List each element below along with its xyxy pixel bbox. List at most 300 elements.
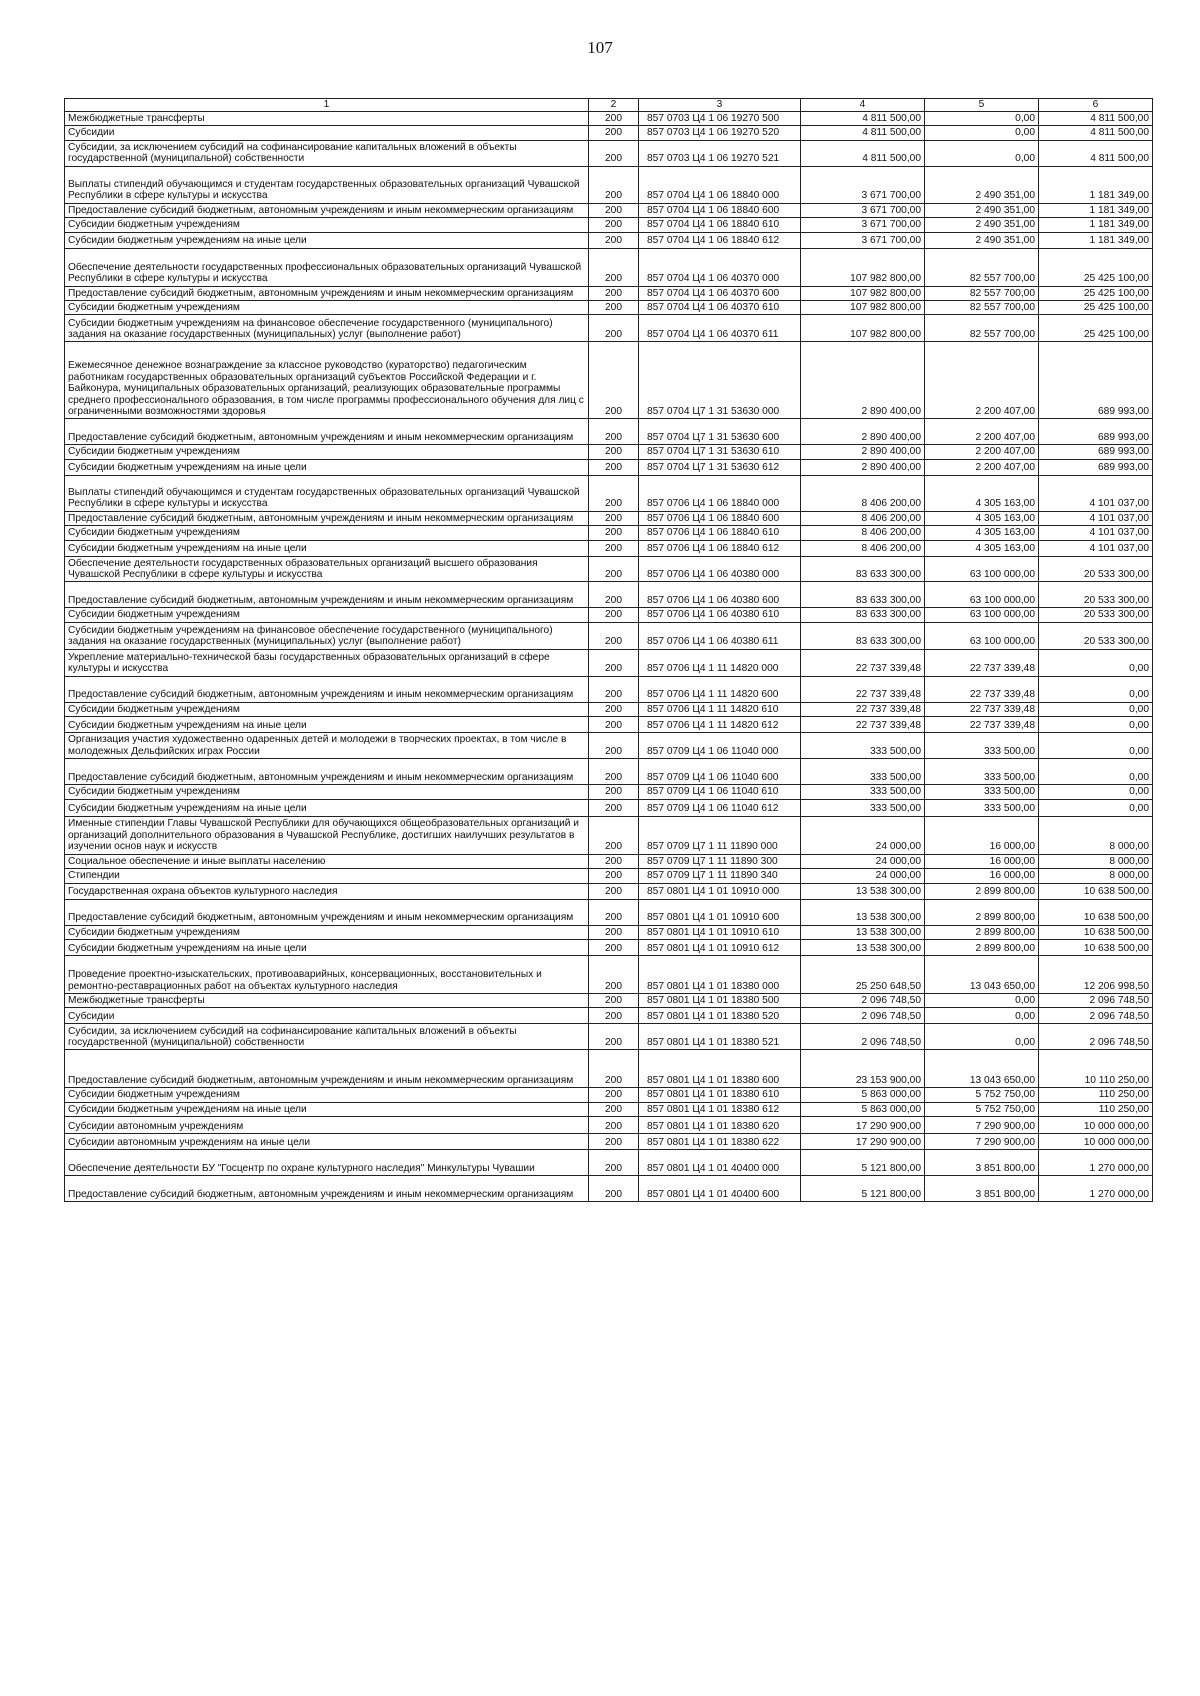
row-name: Межбюджетные трансферты: [65, 112, 589, 126]
row-amount-col6: 689 993,00: [1039, 459, 1153, 475]
row-kbk: 857 0706 Ц4 1 11 14820 000: [639, 649, 801, 676]
row-kbk: 857 0706 Ц4 1 06 40380 600: [639, 582, 801, 608]
row-amount-col5: 16 000,00: [925, 869, 1039, 883]
table-row: [65, 526, 1153, 540]
row-kbk: 857 0706 Ц4 1 11 14820 600: [639, 676, 801, 702]
row-amount-col5: 4 305 163,00: [925, 511, 1039, 525]
row-code: 200: [589, 286, 639, 300]
row-code: 200: [589, 166, 639, 203]
row-kbk: 857 0706 Ц4 1 06 40380 610: [639, 608, 801, 622]
row-amount-col6: 110 250,00: [1039, 1088, 1153, 1102]
row-name: Субсидии бюджетным учреждениям на финансовое обеспечение государственного (муниципального) задания на оказание государственных (муниципальных) услуг (выполнение работ): [65, 622, 589, 649]
table-row: [65, 300, 1153, 314]
row-kbk: 857 0704 Ц4 1 06 18840 000: [639, 166, 801, 203]
row-code: 200: [589, 702, 639, 716]
row-code: 200: [589, 315, 639, 342]
row-kbk: 857 0704 Ц4 1 06 40370 610: [639, 300, 801, 314]
row-amount-col4: 25 250 648,50: [801, 956, 925, 994]
row-amount-col4: 24 000,00: [801, 854, 925, 868]
table-row: [65, 622, 1153, 649]
row-amount-col5: 16 000,00: [925, 816, 1039, 854]
row-kbk: 857 0801 Ц4 1 01 18380 520: [639, 1008, 801, 1024]
row-amount-col4: 2 096 748,50: [801, 1024, 925, 1050]
row-kbk: 857 0704 Ц4 1 06 18840 612: [639, 232, 801, 248]
table-row: [65, 582, 1153, 608]
row-kbk: 857 0801 Ц4 1 01 10910 610: [639, 925, 801, 939]
table-row: [65, 1008, 1153, 1024]
table-row: [65, 1150, 1153, 1176]
row-amount-col4: 5 121 800,00: [801, 1150, 925, 1176]
row-name: Организация участия художественно одаренных детей и молодежи в творческих проектах, в том числе в молодежных Дельфийских играх России: [65, 733, 589, 759]
row-name: Субсидии бюджетным учреждениям: [65, 702, 589, 716]
row-code: 200: [589, 112, 639, 126]
row-amount-col5: 63 100 000,00: [925, 608, 1039, 622]
row-name: Субсидии бюджетным учреждениям на иные цели: [65, 799, 589, 816]
row-name: Субсидии автономным учреждениям: [65, 1117, 589, 1134]
row-amount-col5: 0,00: [925, 994, 1039, 1008]
row-kbk: 857 0801 Ц4 1 01 18380 622: [639, 1134, 801, 1150]
row-code: 200: [589, 799, 639, 816]
table-row: [65, 166, 1153, 203]
row-amount-col6: 10 110 250,00: [1039, 1050, 1153, 1088]
row-code: 200: [589, 140, 639, 166]
row-kbk: 857 0709 Ц4 1 06 11040 610: [639, 785, 801, 799]
header-col-3: 3: [639, 99, 801, 112]
row-name: Межбюджетные трансферты: [65, 994, 589, 1008]
row-amount-col4: 23 153 900,00: [801, 1050, 925, 1088]
row-name: Субсидии: [65, 1008, 589, 1024]
row-amount-col6: 689 993,00: [1039, 419, 1153, 445]
row-amount-col6: 12 206 998,50: [1039, 956, 1153, 994]
row-amount-col5: 13 043 650,00: [925, 1050, 1039, 1088]
table-row: [65, 315, 1153, 342]
row-amount-col5: 4 305 163,00: [925, 540, 1039, 556]
row-amount-col4: 24 000,00: [801, 816, 925, 854]
row-name: Обеспечение деятельности государственных образовательных организаций высшего образования Чувашской Республики в сфере культуры и искусства: [65, 556, 589, 582]
row-kbk: 857 0801 Ц4 1 01 10910 612: [639, 940, 801, 956]
table-row: [65, 419, 1153, 445]
row-amount-col5: 2 899 800,00: [925, 883, 1039, 899]
row-amount-col4: 2 890 400,00: [801, 419, 925, 445]
row-name: Субсидии бюджетным учреждениям: [65, 445, 589, 459]
table-row: [65, 1088, 1153, 1102]
row-amount-col5: 2 490 351,00: [925, 203, 1039, 217]
row-code: 200: [589, 854, 639, 868]
row-amount-col4: 4 811 500,00: [801, 140, 925, 166]
row-amount-col6: 10 638 500,00: [1039, 940, 1153, 956]
row-amount-col4: 333 500,00: [801, 759, 925, 785]
row-amount-col6: 4 101 037,00: [1039, 526, 1153, 540]
row-code: 200: [589, 232, 639, 248]
table-row: [65, 883, 1153, 899]
row-amount-col4: 3 671 700,00: [801, 218, 925, 232]
row-name: Субсидии бюджетным учреждениям: [65, 1088, 589, 1102]
table-row: [65, 1176, 1153, 1202]
row-amount-col4: 107 982 800,00: [801, 248, 925, 286]
row-amount-col4: 107 982 800,00: [801, 315, 925, 342]
row-amount-col5: 2 490 351,00: [925, 166, 1039, 203]
row-amount-col4: 22 737 339,48: [801, 702, 925, 716]
row-amount-col6: 4 101 037,00: [1039, 475, 1153, 511]
table-row: [65, 899, 1153, 925]
row-code: 200: [589, 419, 639, 445]
table-row: [65, 218, 1153, 232]
row-amount-col6: 10 000 000,00: [1039, 1134, 1153, 1150]
row-name: Социальное обеспечение и иные выплаты населению: [65, 854, 589, 868]
row-amount-col6: 1 181 349,00: [1039, 232, 1153, 248]
row-amount-col4: 83 633 300,00: [801, 622, 925, 649]
row-name: Проведение проектно-изыскательских, противоаварийных, консервационных, восстановительных и ремонтно-реставрационных работ на объектах культурного наследия: [65, 956, 589, 994]
row-amount-col4: 333 500,00: [801, 785, 925, 799]
row-code: 200: [589, 1134, 639, 1150]
row-amount-col4: 4 811 500,00: [801, 126, 925, 140]
row-name: Субсидии бюджетным учреждениям на иные цели: [65, 540, 589, 556]
table-row: [65, 733, 1153, 759]
row-amount-col4: 17 290 900,00: [801, 1117, 925, 1134]
table-row: [65, 140, 1153, 166]
row-name: Именные стипендии Главы Чувашской Республики для обучающихся общеобразовательных организаций и организаций дополнительного образования в Чувашской Республике, достигших наилучших результатов в изучении основ наук и искусств: [65, 816, 589, 854]
row-kbk: 857 0704 Ц7 1 31 53630 000: [639, 342, 801, 419]
row-code: 200: [589, 475, 639, 511]
row-amount-col4: 107 982 800,00: [801, 286, 925, 300]
row-amount-col4: 2 096 748,50: [801, 1008, 925, 1024]
header-col-2: 2: [589, 99, 639, 112]
row-amount-col6: 4 811 500,00: [1039, 140, 1153, 166]
row-kbk: 857 0706 Ц4 1 11 14820 612: [639, 717, 801, 733]
row-amount-col6: 2 096 748,50: [1039, 1008, 1153, 1024]
row-name: Предоставление субсидий бюджетным, автономным учреждениям и иным некоммерческим организациям: [65, 676, 589, 702]
row-code: 200: [589, 1024, 639, 1050]
row-amount-col4: 22 737 339,48: [801, 676, 925, 702]
row-amount-col6: 0,00: [1039, 733, 1153, 759]
row-amount-col5: 2 200 407,00: [925, 419, 1039, 445]
row-kbk: 857 0801 Ц4 1 01 18380 500: [639, 994, 801, 1008]
row-amount-col5: 63 100 000,00: [925, 582, 1039, 608]
row-kbk: 857 0801 Ц4 1 01 18380 600: [639, 1050, 801, 1088]
row-amount-col6: 110 250,00: [1039, 1102, 1153, 1116]
row-amount-col5: 82 557 700,00: [925, 300, 1039, 314]
row-code: 200: [589, 956, 639, 994]
row-amount-col5: 333 500,00: [925, 733, 1039, 759]
row-name: Субсидии бюджетным учреждениям: [65, 526, 589, 540]
row-amount-col6: 8 000,00: [1039, 816, 1153, 854]
row-kbk: 857 0706 Ц4 1 06 40380 611: [639, 622, 801, 649]
row-name: Субсидии бюджетным учреждениям на иные цели: [65, 1102, 589, 1116]
row-code: 200: [589, 1008, 639, 1024]
row-amount-col5: 82 557 700,00: [925, 286, 1039, 300]
row-code: 200: [589, 540, 639, 556]
row-amount-col6: 4 811 500,00: [1039, 112, 1153, 126]
row-code: 200: [589, 925, 639, 939]
row-code: 200: [589, 511, 639, 525]
row-amount-col6: 10 000 000,00: [1039, 1117, 1153, 1134]
row-code: 200: [589, 556, 639, 582]
row-code: 200: [589, 300, 639, 314]
row-name: Обеспечение деятельности БУ "Госцентр по охране культурного наследия" Минкультуры Чувашии: [65, 1150, 589, 1176]
row-amount-col6: 0,00: [1039, 759, 1153, 785]
row-code: 200: [589, 1150, 639, 1176]
row-name: Стипендии: [65, 869, 589, 883]
table-row: [65, 816, 1153, 854]
row-name: Субсидии, за исключением субсидий на софинансирование капитальных вложений в объекты государственной (муниципальной) собственности: [65, 140, 589, 166]
row-amount-col5: 5 752 750,00: [925, 1088, 1039, 1102]
row-code: 200: [589, 218, 639, 232]
row-amount-col4: 3 671 700,00: [801, 232, 925, 248]
row-code: 200: [589, 899, 639, 925]
table-row: [65, 994, 1153, 1008]
row-name: Субсидии бюджетным учреждениям на финансовое обеспечение государственного (муниципального) задания на оказание государственных (муниципальных) услуг (выполнение работ): [65, 315, 589, 342]
row-amount-col6: 0,00: [1039, 702, 1153, 716]
row-kbk: 857 0801 Ц4 1 01 18380 620: [639, 1117, 801, 1134]
row-amount-col6: 1 181 349,00: [1039, 166, 1153, 203]
row-amount-col4: 8 406 200,00: [801, 540, 925, 556]
row-amount-col5: 2 200 407,00: [925, 342, 1039, 419]
row-amount-col5: 22 737 339,48: [925, 649, 1039, 676]
row-code: 200: [589, 869, 639, 883]
row-kbk: 857 0703 Ц4 1 06 19270 520: [639, 126, 801, 140]
row-code: 200: [589, 126, 639, 140]
row-code: 200: [589, 883, 639, 899]
row-name: Предоставление субсидий бюджетным, автономным учреждениям и иным некоммерческим организациям: [65, 582, 589, 608]
table-row: [65, 112, 1153, 126]
table-row: [65, 799, 1153, 816]
row-kbk: 857 0801 Ц4 1 01 40400 000: [639, 1150, 801, 1176]
table-row: [65, 649, 1153, 676]
table-row: [65, 459, 1153, 475]
row-amount-col6: 0,00: [1039, 676, 1153, 702]
header-col-5: 5: [925, 99, 1039, 112]
row-amount-col5: 4 305 163,00: [925, 475, 1039, 511]
row-amount-col5: 0,00: [925, 140, 1039, 166]
row-amount-col6: 0,00: [1039, 785, 1153, 799]
row-amount-col5: 0,00: [925, 1008, 1039, 1024]
table-row: [65, 956, 1153, 994]
row-amount-col5: 2 490 351,00: [925, 218, 1039, 232]
row-amount-col4: 13 538 300,00: [801, 925, 925, 939]
row-kbk: 857 0704 Ц7 1 31 53630 612: [639, 459, 801, 475]
row-kbk: 857 0709 Ц7 1 11 11890 000: [639, 816, 801, 854]
row-kbk: 857 0801 Ц4 1 01 10910 600: [639, 899, 801, 925]
row-name: Субсидии бюджетным учреждениям: [65, 608, 589, 622]
row-kbk: 857 0706 Ц4 1 11 14820 610: [639, 702, 801, 716]
row-amount-col6: 10 638 500,00: [1039, 925, 1153, 939]
row-amount-col6: 25 425 100,00: [1039, 248, 1153, 286]
row-amount-col4: 13 538 300,00: [801, 899, 925, 925]
row-kbk: 857 0704 Ц4 1 06 18840 600: [639, 203, 801, 217]
row-amount-col6: 25 425 100,00: [1039, 286, 1153, 300]
row-kbk: 857 0706 Ц4 1 06 18840 600: [639, 511, 801, 525]
row-amount-col4: 2 890 400,00: [801, 342, 925, 419]
row-amount-col6: 10 638 500,00: [1039, 899, 1153, 925]
row-amount-col4: 83 633 300,00: [801, 556, 925, 582]
row-code: 200: [589, 717, 639, 733]
row-amount-col4: 3 671 700,00: [801, 166, 925, 203]
row-amount-col4: 8 406 200,00: [801, 526, 925, 540]
row-kbk: 857 0703 Ц4 1 06 19270 521: [639, 140, 801, 166]
row-amount-col6: 20 533 300,00: [1039, 608, 1153, 622]
row-amount-col4: 8 406 200,00: [801, 511, 925, 525]
row-amount-col5: 333 500,00: [925, 759, 1039, 785]
table-row: [65, 286, 1153, 300]
row-amount-col4: 2 890 400,00: [801, 445, 925, 459]
row-code: 200: [589, 676, 639, 702]
row-kbk: 857 0801 Ц4 1 01 18380 000: [639, 956, 801, 994]
row-kbk: 857 0709 Ц4 1 06 11040 600: [639, 759, 801, 785]
row-amount-col4: 333 500,00: [801, 799, 925, 816]
row-code: 200: [589, 940, 639, 956]
row-name: Ежемесячное денежное вознаграждение за классное руководство (кураторство) педагогическим работникам государственных образовательных организаций субъектов Российской Федерации и г. Байконура, муниципальных образовательных организаций, реализующих образовательные программы среднего профессионального образования, в том числе программы профессионального обучения для лиц с ограниченными возможностями здоровья: [65, 342, 589, 419]
row-kbk: 857 0704 Ц7 1 31 53630 610: [639, 445, 801, 459]
row-amount-col5: 82 557 700,00: [925, 248, 1039, 286]
row-amount-col6: 8 000,00: [1039, 869, 1153, 883]
row-kbk: 857 0704 Ц7 1 31 53630 600: [639, 419, 801, 445]
row-kbk: 857 0709 Ц7 1 11 11890 340: [639, 869, 801, 883]
row-code: 200: [589, 526, 639, 540]
row-amount-col6: 2 096 748,50: [1039, 994, 1153, 1008]
table-row: [65, 445, 1153, 459]
row-amount-col4: 17 290 900,00: [801, 1134, 925, 1150]
row-name: Укрепление материально-технической базы государственных образовательных организаций в сфере культуры и искусства: [65, 649, 589, 676]
row-name: Субсидии, за исключением субсидий на софинансирование капитальных вложений в объекты государственной (муниципальной) собственности: [65, 1024, 589, 1050]
row-amount-col6: 10 638 500,00: [1039, 883, 1153, 899]
row-kbk: 857 0704 Ц4 1 06 18840 610: [639, 218, 801, 232]
table-row: [65, 785, 1153, 799]
row-name: Субсидии бюджетным учреждениям на иные цели: [65, 717, 589, 733]
row-amount-col6: 4 101 037,00: [1039, 540, 1153, 556]
row-amount-col6: 689 993,00: [1039, 445, 1153, 459]
row-name: Субсидии бюджетным учреждениям: [65, 300, 589, 314]
row-amount-col6: 2 096 748,50: [1039, 1024, 1153, 1050]
table-row: [65, 854, 1153, 868]
row-amount-col5: 2 490 351,00: [925, 232, 1039, 248]
row-amount-col6: 0,00: [1039, 649, 1153, 676]
row-amount-col6: 4 101 037,00: [1039, 511, 1153, 525]
table-header-row: [65, 99, 1153, 112]
row-code: 200: [589, 622, 639, 649]
row-name: Предоставление субсидий бюджетным, автономным учреждениям и иным некоммерческим организациям: [65, 899, 589, 925]
row-amount-col4: 24 000,00: [801, 869, 925, 883]
row-name: Субсидии бюджетным учреждениям на иные цели: [65, 232, 589, 248]
row-name: Предоставление субсидий бюджетным, автономным учреждениям и иным некоммерческим организациям: [65, 203, 589, 217]
table-row: [65, 1102, 1153, 1116]
row-amount-col5: 333 500,00: [925, 785, 1039, 799]
row-amount-col5: 22 737 339,48: [925, 676, 1039, 702]
header-col-4: 4: [801, 99, 925, 112]
row-name: Предоставление субсидий бюджетным, автономным учреждениям и иным некоммерческим организациям: [65, 419, 589, 445]
table-row: [65, 475, 1153, 511]
row-amount-col4: 22 737 339,48: [801, 717, 925, 733]
row-code: 200: [589, 459, 639, 475]
row-name: Предоставление субсидий бюджетным, автономным учреждениям и иным некоммерческим организациям: [65, 1050, 589, 1088]
table-row: [65, 540, 1153, 556]
row-amount-col6: 0,00: [1039, 799, 1153, 816]
row-name: Субсидии бюджетным учреждениям: [65, 925, 589, 939]
row-kbk: 857 0706 Ц4 1 06 40380 000: [639, 556, 801, 582]
row-amount-col4: 83 633 300,00: [801, 582, 925, 608]
table-row: [65, 126, 1153, 140]
row-amount-col5: 333 500,00: [925, 799, 1039, 816]
row-code: 200: [589, 1176, 639, 1202]
header-col-6: 6: [1039, 99, 1153, 112]
row-code: 200: [589, 445, 639, 459]
row-amount-col5: 16 000,00: [925, 854, 1039, 868]
table-row: [65, 342, 1153, 419]
row-amount-col4: 13 538 300,00: [801, 883, 925, 899]
row-amount-col6: 1 270 000,00: [1039, 1176, 1153, 1202]
row-kbk: 857 0704 Ц4 1 06 40370 600: [639, 286, 801, 300]
row-kbk: 857 0706 Ц4 1 06 18840 612: [639, 540, 801, 556]
table-row: [65, 511, 1153, 525]
row-kbk: 857 0801 Ц4 1 01 40400 600: [639, 1176, 801, 1202]
row-kbk: 857 0801 Ц4 1 01 18380 610: [639, 1088, 801, 1102]
row-amount-col6: 689 993,00: [1039, 342, 1153, 419]
row-name: Субсидии: [65, 126, 589, 140]
row-code: 200: [589, 342, 639, 419]
row-amount-col6: 4 811 500,00: [1039, 126, 1153, 140]
row-name: Предоставление субсидий бюджетным, автономным учреждениям и иным некоммерческим организациям: [65, 759, 589, 785]
row-amount-col5: 82 557 700,00: [925, 315, 1039, 342]
table-row: [65, 869, 1153, 883]
table-row: [65, 717, 1153, 733]
table-row: [65, 232, 1153, 248]
row-code: 200: [589, 785, 639, 799]
row-amount-col4: 2 890 400,00: [801, 459, 925, 475]
row-amount-col5: 7 290 900,00: [925, 1134, 1039, 1150]
row-amount-col5: 2 899 800,00: [925, 925, 1039, 939]
row-amount-col5: 2 899 800,00: [925, 899, 1039, 925]
budget-table: [64, 98, 1153, 1202]
row-amount-col6: 25 425 100,00: [1039, 315, 1153, 342]
table-row: [65, 1117, 1153, 1134]
row-name: Предоставление субсидий бюджетным, автономным учреждениям и иным некоммерческим организациям: [65, 1176, 589, 1202]
row-code: 200: [589, 649, 639, 676]
table-row: [65, 940, 1153, 956]
row-amount-col6: 1 181 349,00: [1039, 218, 1153, 232]
table-row: [65, 248, 1153, 286]
row-name: Предоставление субсидий бюджетным, автономным учреждениям и иным некоммерческим организациям: [65, 286, 589, 300]
row-amount-col4: 3 671 700,00: [801, 203, 925, 217]
row-kbk: 857 0801 Ц4 1 01 10910 000: [639, 883, 801, 899]
table-row: [65, 1024, 1153, 1050]
row-amount-col5: 13 043 650,00: [925, 956, 1039, 994]
row-amount-col4: 2 096 748,50: [801, 994, 925, 1008]
table-row: [65, 1050, 1153, 1088]
row-code: 200: [589, 248, 639, 286]
row-amount-col4: 5 121 800,00: [801, 1176, 925, 1202]
row-code: 200: [589, 816, 639, 854]
page-number: 107: [587, 38, 613, 57]
row-amount-col5: 0,00: [925, 112, 1039, 126]
table-body: [65, 112, 1153, 1202]
row-kbk: 857 0709 Ц7 1 11 11890 300: [639, 854, 801, 868]
row-amount-col6: 20 533 300,00: [1039, 556, 1153, 582]
row-name: Субсидии бюджетным учреждениям: [65, 785, 589, 799]
row-amount-col6: 1 181 349,00: [1039, 203, 1153, 217]
row-amount-col6: 20 533 300,00: [1039, 622, 1153, 649]
row-amount-col5: 5 752 750,00: [925, 1102, 1039, 1116]
row-amount-col5: 4 305 163,00: [925, 526, 1039, 540]
row-code: 200: [589, 1088, 639, 1102]
row-code: 200: [589, 733, 639, 759]
table-row: [65, 203, 1153, 217]
row-amount-col5: 7 290 900,00: [925, 1117, 1039, 1134]
row-code: 200: [589, 1050, 639, 1088]
table-row: [65, 676, 1153, 702]
row-name: Субсидии бюджетным учреждениям: [65, 218, 589, 232]
row-amount-col6: 0,00: [1039, 717, 1153, 733]
row-name: Государственная охрана объектов культурного наследия: [65, 883, 589, 899]
row-kbk: 857 0703 Ц4 1 06 19270 500: [639, 112, 801, 126]
